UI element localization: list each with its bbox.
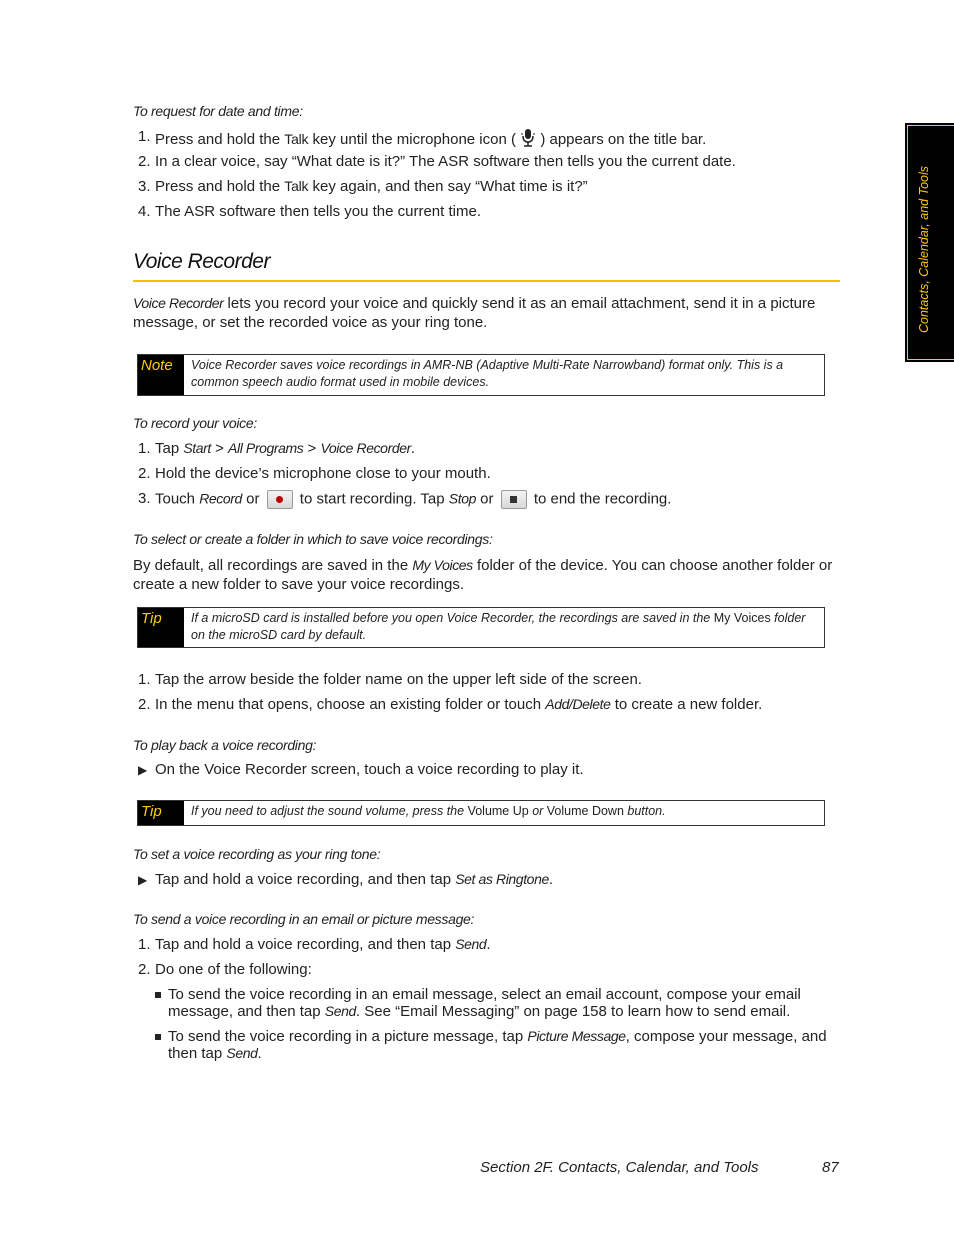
stop-button-icon	[501, 490, 527, 509]
side-tab-label: Contacts, Calendar, and Tools	[917, 165, 931, 333]
send-heading: To send a voice recording in an email or picture message:	[133, 911, 475, 927]
record-heading: To record your voice:	[133, 415, 257, 431]
list-item: Press and hold the Talk key again, and then say “What time is it?”	[155, 178, 588, 195]
list-item: Tap Start > All Programs > Voice Recorder.	[155, 440, 416, 457]
folder-heading: To select or create a folder in which to save voice recordings:	[133, 531, 493, 547]
tip-label: Tip	[138, 801, 184, 825]
note-text: Voice Recorder saves voice recordings in AMR-NB (Adaptive Multi-Rate Narrowband) format only. This is a common speech audio format used in mobile devices.	[191, 358, 784, 389]
square-bullet-icon	[155, 992, 161, 998]
list-item: Touch Record or to start recording. Tap Stop or to end the recording.	[155, 490, 672, 508]
microphone-icon	[520, 128, 536, 148]
list-item: The ASR software then tells you the current time.	[155, 203, 481, 220]
list-item: Tap the arrow beside the folder name on the upper left side of the screen.	[155, 671, 642, 688]
step-number: 4.	[138, 203, 151, 220]
play-heading: To play back a voice recording:	[133, 737, 317, 753]
list-item: Do one of the following:	[155, 961, 312, 978]
section-title: Voice Recorder	[133, 250, 270, 273]
intro-paragraph: Voice Recorder lets you record your voice and quickly send it as an email attachment, send it in a picture message, or set the recorded voice as your ring tone.	[133, 295, 816, 331]
sub-bullet-item: To send the voice recording in a picture message, tap Picture Message, compose your message, and then tap Send.	[168, 1028, 827, 1062]
step-number: 2.	[138, 465, 151, 482]
list-item: Press and hold the Talk key until the microphone icon ( ) appears on the title bar.	[155, 128, 706, 148]
list-item: In the menu that opens, choose an existing folder or touch Add/Delete to create a new folder.	[155, 696, 763, 713]
step-number: 1.	[138, 128, 151, 145]
step-number: 3.	[138, 490, 151, 507]
list-item: Hold the device’s microphone close to your mouth.	[155, 465, 491, 482]
title-rule	[133, 280, 840, 282]
list-item: In a clear voice, say “What date is it?” The ASR software then tells you the current date.	[155, 153, 736, 170]
step-number: 1.	[138, 671, 151, 688]
record-button-icon	[267, 490, 293, 509]
list-item: On the Voice Recorder screen, touch a voice recording to play it.	[155, 761, 584, 778]
step-number: 3.	[138, 178, 151, 195]
ring-heading: To set a voice recording as your ring tone:	[133, 846, 381, 862]
arrow-bullet-icon: ▶	[138, 763, 148, 777]
tip-box	[137, 607, 825, 648]
square-bullet-icon	[155, 1034, 161, 1040]
list-item: Tap and hold a voice recording, and then tap Set as Ringtone.	[155, 871, 554, 888]
step-number: 1.	[138, 440, 151, 457]
note-label: Note	[138, 355, 184, 395]
side-tab	[905, 123, 954, 362]
footer-section: Section 2F. Contacts, Calendar, and Tools	[480, 1159, 759, 1176]
tip-text: If you need to adjust the sound volume, press the Volume Up or Volume Down button.	[191, 804, 666, 818]
tip-label: Tip	[138, 608, 184, 647]
note-box	[137, 354, 825, 396]
folder-paragraph: By default, all recordings are saved in the My Voices folder of the device. You can choose another folder or create a new folder to save your voice recordings.	[133, 557, 833, 593]
list-item: Tap and hold a voice recording, and then tap Send.	[155, 936, 491, 953]
tip-box	[137, 800, 825, 826]
step-number: 2.	[138, 153, 151, 170]
date-time-heading: To request for date and time:	[133, 103, 303, 119]
tip-text: If a microSD card is installed before you open Voice Recorder, the recordings are saved in the My Voices folder on the microSD card by default.	[191, 611, 806, 642]
step-number: 2.	[138, 696, 151, 713]
step-number: 1.	[138, 936, 151, 953]
step-number: 2.	[138, 961, 151, 978]
sub-bullet-item: To send the voice recording in an email message, select an email account, compose your email message, and then tap Send. See “Email Messaging” on page 158 to learn how to send email.	[168, 986, 801, 1020]
arrow-bullet-icon: ▶	[138, 873, 148, 887]
page-number: 87	[822, 1159, 839, 1176]
